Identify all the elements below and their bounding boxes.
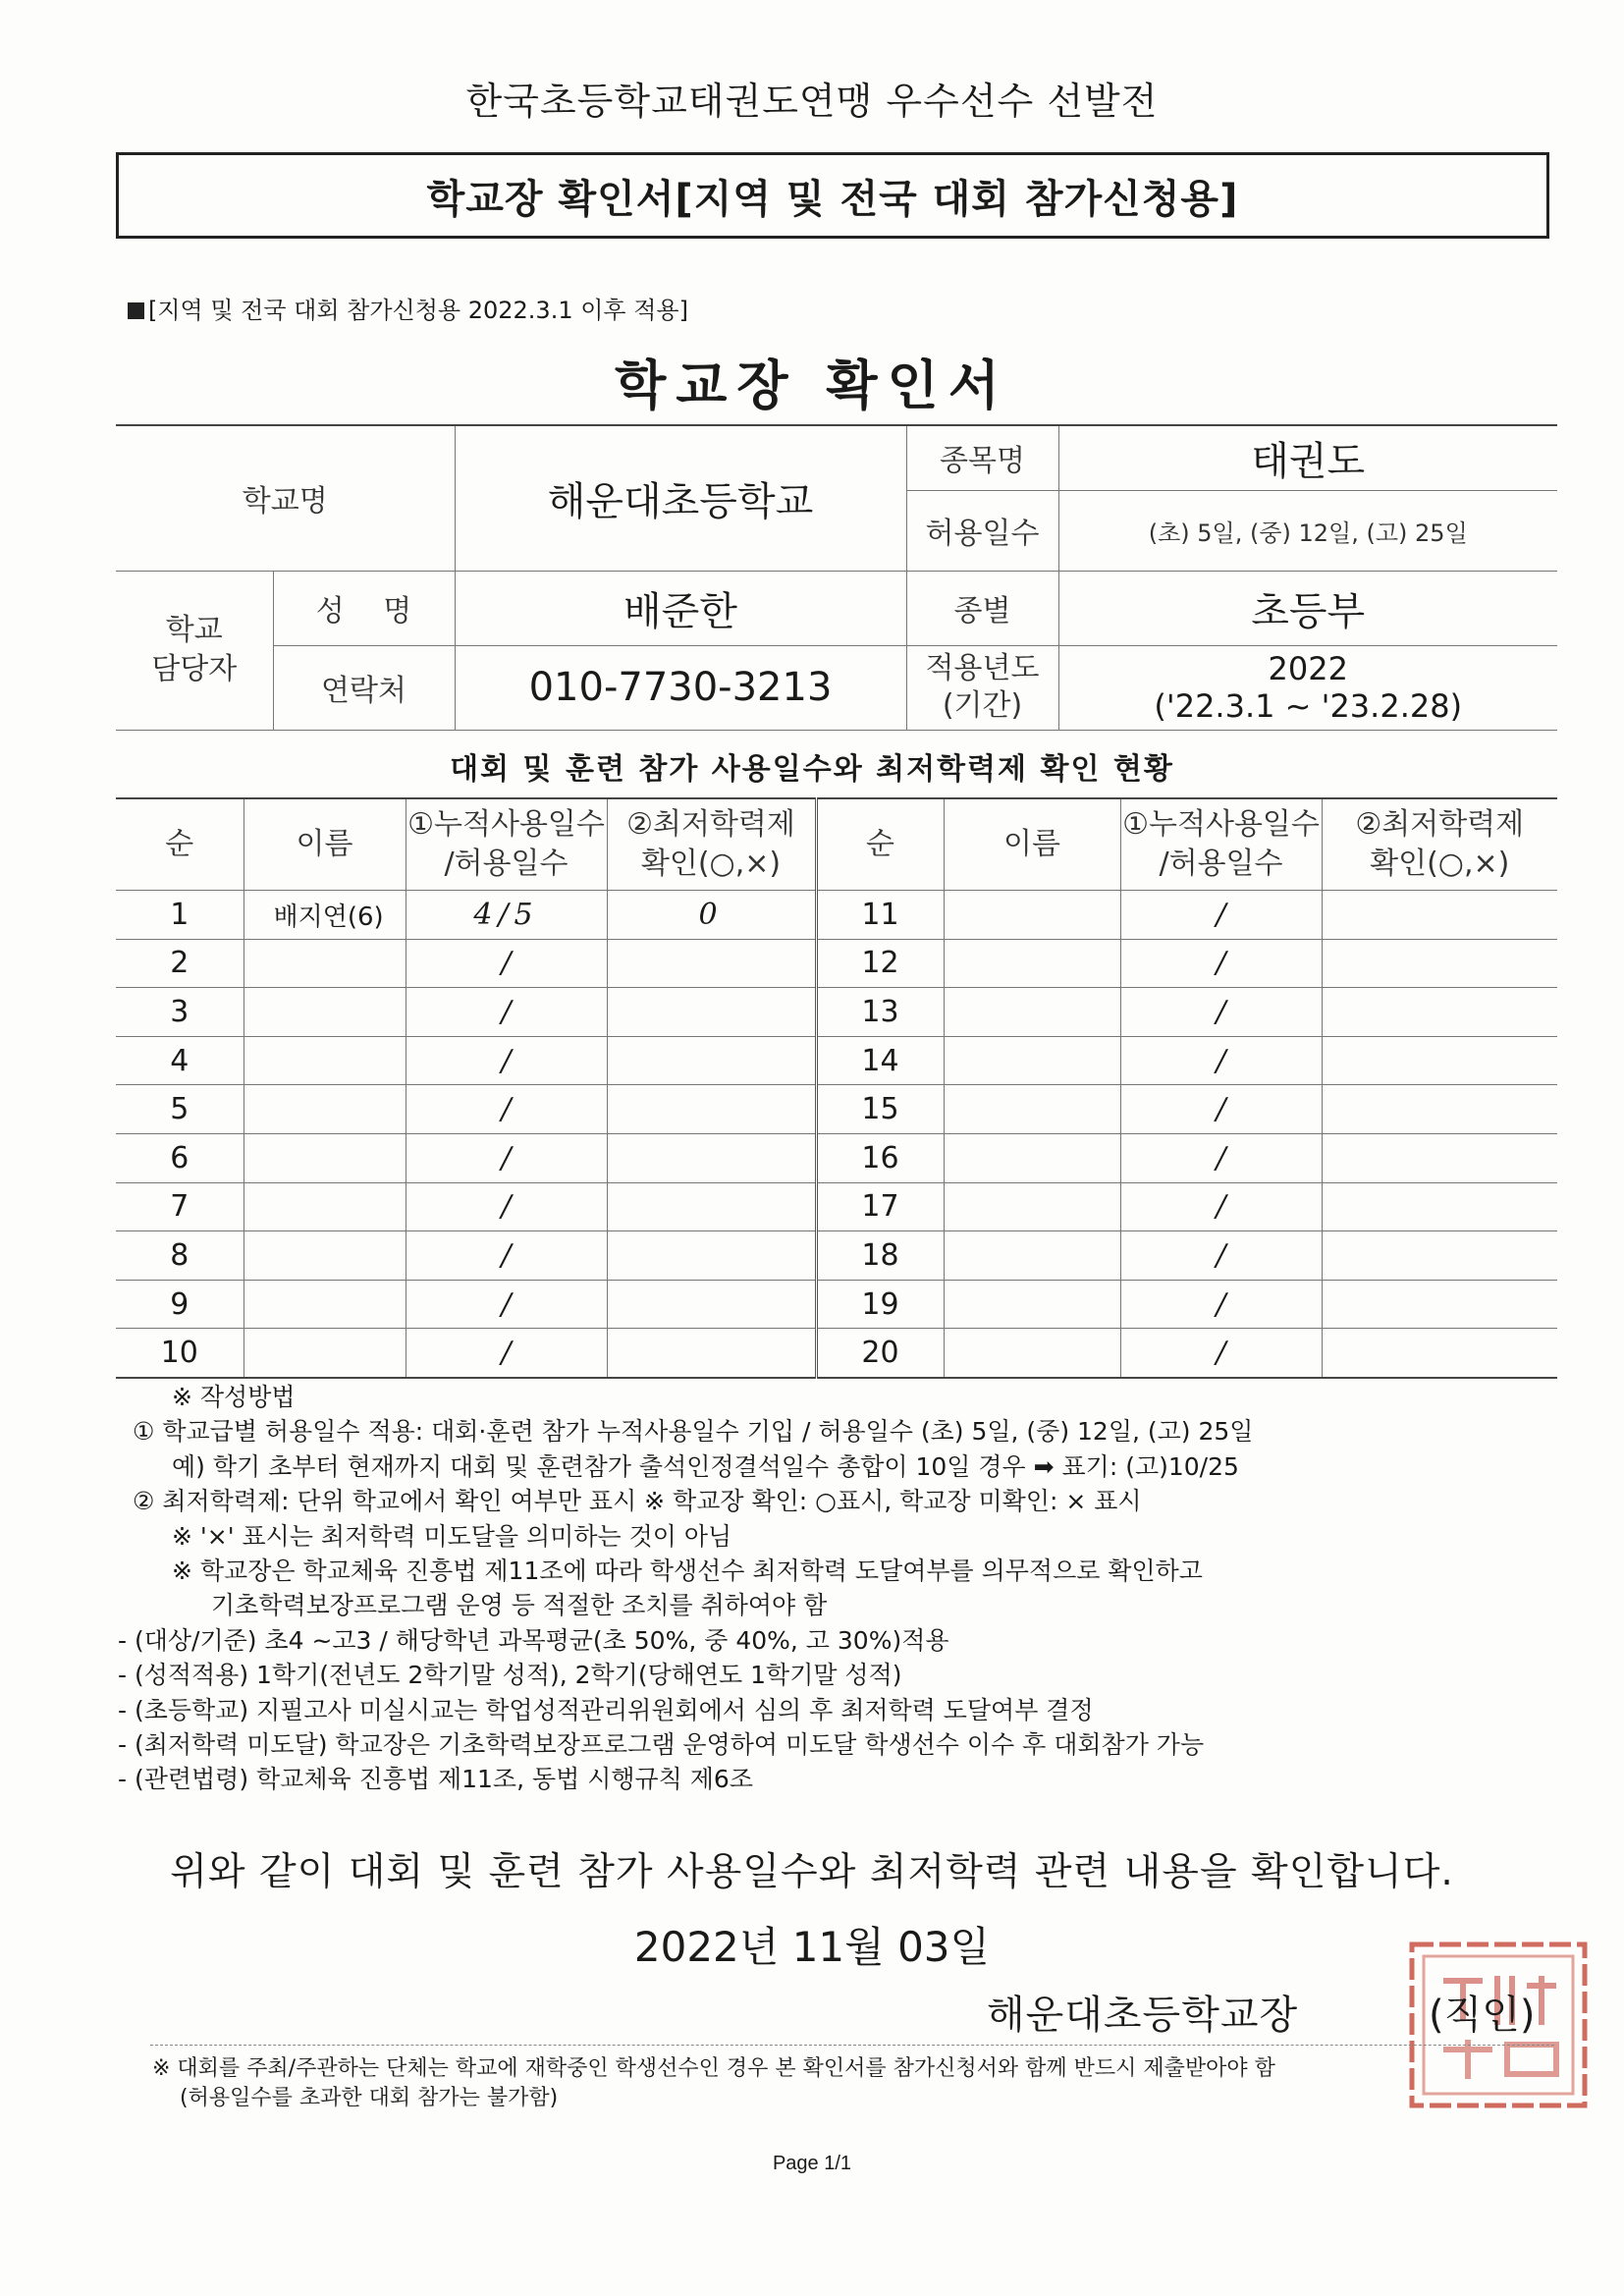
- row-days: /: [406, 1231, 607, 1281]
- note-line: - (대상/기준) 초4 ~고3 / 해당학년 과목평균(초 50%, 중 40%, 고 30%)적용: [118, 1625, 949, 1655]
- principal-name: 해운대초등학교장: [987, 1993, 1299, 2038]
- page-number: Page 1/1: [772, 2153, 852, 2174]
- table-row: [116, 1036, 1557, 1085]
- note-line: - (초등학교) 지필고사 미실시교는 학업성적관리위원회에서 심의 후 최저학력 도달여부 결정: [118, 1695, 1094, 1724]
- row-name: [944, 1133, 1120, 1182]
- row-days: /: [1120, 1182, 1322, 1231]
- row-check: [607, 1182, 816, 1231]
- division-value: 초등부: [1058, 571, 1557, 645]
- row-days: /: [406, 1085, 607, 1134]
- subheader: [128, 291, 688, 325]
- event-label: 종목명: [906, 425, 1058, 490]
- note-line: ② 최저학력제: 단위 학교에서 확인 여부만 표시 ※ 학교장 확인: ○표시, 학교장 미확인: × 표시: [133, 1487, 1142, 1516]
- status-table: [116, 797, 1557, 1379]
- row-days: /: [406, 1182, 607, 1231]
- allowed-value: (초) 5일, (중) 12일, (고) 25일: [1058, 490, 1557, 571]
- row-check: [607, 1085, 816, 1134]
- row-check: [607, 1329, 816, 1378]
- row-days: 4/5: [406, 891, 607, 940]
- table-row: [116, 1329, 1557, 1378]
- row-name: [244, 939, 406, 988]
- note-line: 예) 학기 초부터 현재까지 대회 및 훈련참가 출석인정결석일수 총합이 10일 경우 ➡ 표기: (고)10/25: [172, 1451, 1239, 1481]
- row-check: [1322, 988, 1557, 1037]
- row-check: [607, 939, 816, 988]
- contact-value: 010-7730-3213: [455, 645, 906, 730]
- row-no: 6: [116, 1133, 244, 1182]
- row-days: /: [1120, 1329, 1322, 1378]
- row-days: /: [1120, 1036, 1322, 1085]
- row-days: /: [1120, 1280, 1322, 1329]
- row-name: [244, 988, 406, 1037]
- row-no: 9: [116, 1280, 244, 1329]
- row-no: 4: [116, 1036, 244, 1085]
- table-row: [116, 988, 1557, 1037]
- note-line: ※ 학교장은 학교체육 진흥법 제11조에 따라 학생선수 최저학력 도달여부를 의무적으로 확인하고: [172, 1557, 1203, 1586]
- row-name: [244, 1329, 406, 1378]
- footer-note-line: ※ 대회를 주최/주관하는 단체는 학교에 재학중인 학생선수인 경우 본 확인서를 참가신청서와 함께 반드시 제출받아야 함: [152, 2056, 1275, 2081]
- row-no: 15: [816, 1085, 944, 1134]
- row-check: [1322, 1085, 1557, 1134]
- square-bullet-icon: [128, 302, 144, 319]
- row-check: [607, 988, 816, 1037]
- top-title: 한국초등학교태권도연맹 우수선수 선발전: [465, 80, 1159, 123]
- row-name: [944, 1280, 1120, 1329]
- row-days: /: [406, 1280, 607, 1329]
- row-days: /: [406, 939, 607, 988]
- name-label: 성 명: [273, 571, 455, 645]
- row-days: /: [406, 988, 607, 1037]
- row-check: [607, 1036, 816, 1085]
- col-academic: ②최저학력제 확인(○,×): [1322, 798, 1557, 891]
- footer-note-line: (허용일수를 초과한 대회 참가는 불가함): [180, 2086, 559, 2110]
- year-cell: [1058, 645, 1557, 730]
- row-no: 20: [816, 1329, 944, 1378]
- col-no: 순: [116, 798, 244, 891]
- row-name: [944, 1231, 1120, 1281]
- row-no: 1: [116, 891, 244, 940]
- note-line: ① 학교급별 허용일수 적용: 대회·훈련 참가 누적사용일수 기입 / 허용일수 (초) 5일, (중) 12일, (고) 25일: [133, 1417, 1254, 1447]
- note-line: ※ '×' 표시는 최저학력 미도달을 의미하는 것이 아님: [172, 1521, 732, 1551]
- info-table: [116, 424, 1557, 731]
- row-no: 8: [116, 1231, 244, 1281]
- table-row: [116, 1231, 1557, 1281]
- row-check: [1322, 1280, 1557, 1329]
- row-name: [944, 988, 1120, 1037]
- year-label: 적용년도 (기간): [906, 645, 1058, 730]
- note-line: ※ 작성방법: [172, 1383, 296, 1411]
- row-name: [244, 1280, 406, 1329]
- row-days: /: [1120, 1231, 1322, 1281]
- row-days: /: [1120, 1133, 1322, 1182]
- row-no: 7: [116, 1182, 244, 1231]
- row-no: 14: [816, 1036, 944, 1085]
- row-check: [607, 1133, 816, 1182]
- row-check: [1322, 1133, 1557, 1182]
- table-row: [116, 1133, 1557, 1182]
- row-days: /: [406, 1036, 607, 1085]
- row-no: 2: [116, 939, 244, 988]
- footer-note: [152, 2054, 1275, 2113]
- table-row: [116, 939, 1557, 988]
- table-row: [116, 1085, 1557, 1134]
- row-check: [607, 1280, 816, 1329]
- row-days: /: [1120, 1085, 1322, 1134]
- row-days: /: [406, 1329, 607, 1378]
- row-check: 0: [607, 891, 816, 940]
- row-name: [244, 1133, 406, 1182]
- status-heading: 대회 및 훈련 참가 사용일수와 최저학력제 확인 현황: [450, 752, 1174, 787]
- row-check: [1322, 939, 1557, 988]
- note-line: 기초학력보장프로그램 운영 등 적절한 조치를 취하여야 함: [211, 1591, 828, 1620]
- box-title: 학교장 확인서[지역 및 전국 대회 참가신청용]: [116, 152, 1549, 239]
- row-no: 10: [116, 1329, 244, 1378]
- row-check: [1322, 1036, 1557, 1085]
- school-label: 학교명: [116, 425, 455, 571]
- notes: [118, 1380, 1556, 1797]
- row-no: 5: [116, 1085, 244, 1134]
- col-days: ①누적사용일수 /허용일수: [1120, 798, 1322, 891]
- name-value: 배준한: [455, 571, 906, 645]
- table-row: [116, 1280, 1557, 1329]
- row-days: /: [1120, 939, 1322, 988]
- period-value: ('22.3.1 ~ '23.2.28): [1154, 687, 1463, 725]
- division-label: 종별: [906, 571, 1058, 645]
- contact-label: 연락처: [273, 645, 455, 730]
- row-no: 16: [816, 1133, 944, 1182]
- row-days: /: [1120, 988, 1322, 1037]
- event-value: 태권도: [1058, 425, 1557, 490]
- seal-label: (직인): [1429, 1993, 1536, 2038]
- row-no: 13: [816, 988, 944, 1037]
- main-title: 학교장 확인서: [615, 355, 1009, 416]
- row-check: [607, 1231, 816, 1281]
- row-no: 12: [816, 939, 944, 988]
- col-days: ①누적사용일수 /허용일수: [406, 798, 607, 891]
- year-value: 2022: [1268, 650, 1348, 687]
- row-check: [1322, 1182, 1557, 1231]
- row-days: /: [1120, 891, 1322, 940]
- row-no: 19: [816, 1280, 944, 1329]
- row-check: [1322, 1231, 1557, 1281]
- row-name: [944, 1085, 1120, 1134]
- row-days: /: [406, 1133, 607, 1182]
- note-line: - (관련법령) 학교체육 진흥법 제11조, 동법 시행규칙 제6조: [118, 1765, 753, 1794]
- confirm-text: 위와 같이 대회 및 훈련 참가 사용일수와 최저학력 관련 내용을 확인합니다.: [170, 1850, 1454, 1894]
- row-no: 18: [816, 1231, 944, 1281]
- col-academic: ②최저학력제 확인(○,×): [607, 798, 816, 891]
- row-check: [1322, 891, 1557, 940]
- manager-label: 학교 담당자: [116, 571, 273, 730]
- row-name: 배지연(6): [244, 891, 406, 940]
- subheader-text: [지역 및 전국 대회 참가신청용 2022.3.1 이후 적용]: [148, 297, 688, 324]
- school-value: 해운대초등학교: [455, 425, 906, 571]
- row-no: 17: [816, 1182, 944, 1231]
- row-name: [244, 1085, 406, 1134]
- row-name: [944, 1036, 1120, 1085]
- row-name: [944, 1329, 1120, 1378]
- row-name: [244, 1036, 406, 1085]
- allowed-label: 허용일수: [906, 490, 1058, 571]
- row-name: [944, 1182, 1120, 1231]
- footer-divider: [150, 2045, 1554, 2046]
- date: 2022년 11월 03일: [633, 1923, 991, 1971]
- col-name: 이름: [944, 798, 1120, 891]
- note-line: - (성적적용) 1학기(전년도 2학기말 성적), 2학기(당해연도 1학기말 성적): [118, 1661, 902, 1690]
- row-name: [244, 1231, 406, 1281]
- row-no: 11: [816, 891, 944, 940]
- col-no: 순: [816, 798, 944, 891]
- table-row: [116, 1182, 1557, 1231]
- col-name: 이름: [244, 798, 406, 891]
- row-name: [944, 939, 1120, 988]
- row-no: 3: [116, 988, 244, 1037]
- row-check: [1322, 1329, 1557, 1378]
- row-name: [944, 891, 1120, 940]
- table-row: [116, 891, 1557, 940]
- note-line: - (최저학력 미도달) 학교장은 기초학력보장프로그램 운영하여 미도달 학생선수 이수 후 대회참가 가능: [118, 1730, 1205, 1760]
- row-name: [244, 1182, 406, 1231]
